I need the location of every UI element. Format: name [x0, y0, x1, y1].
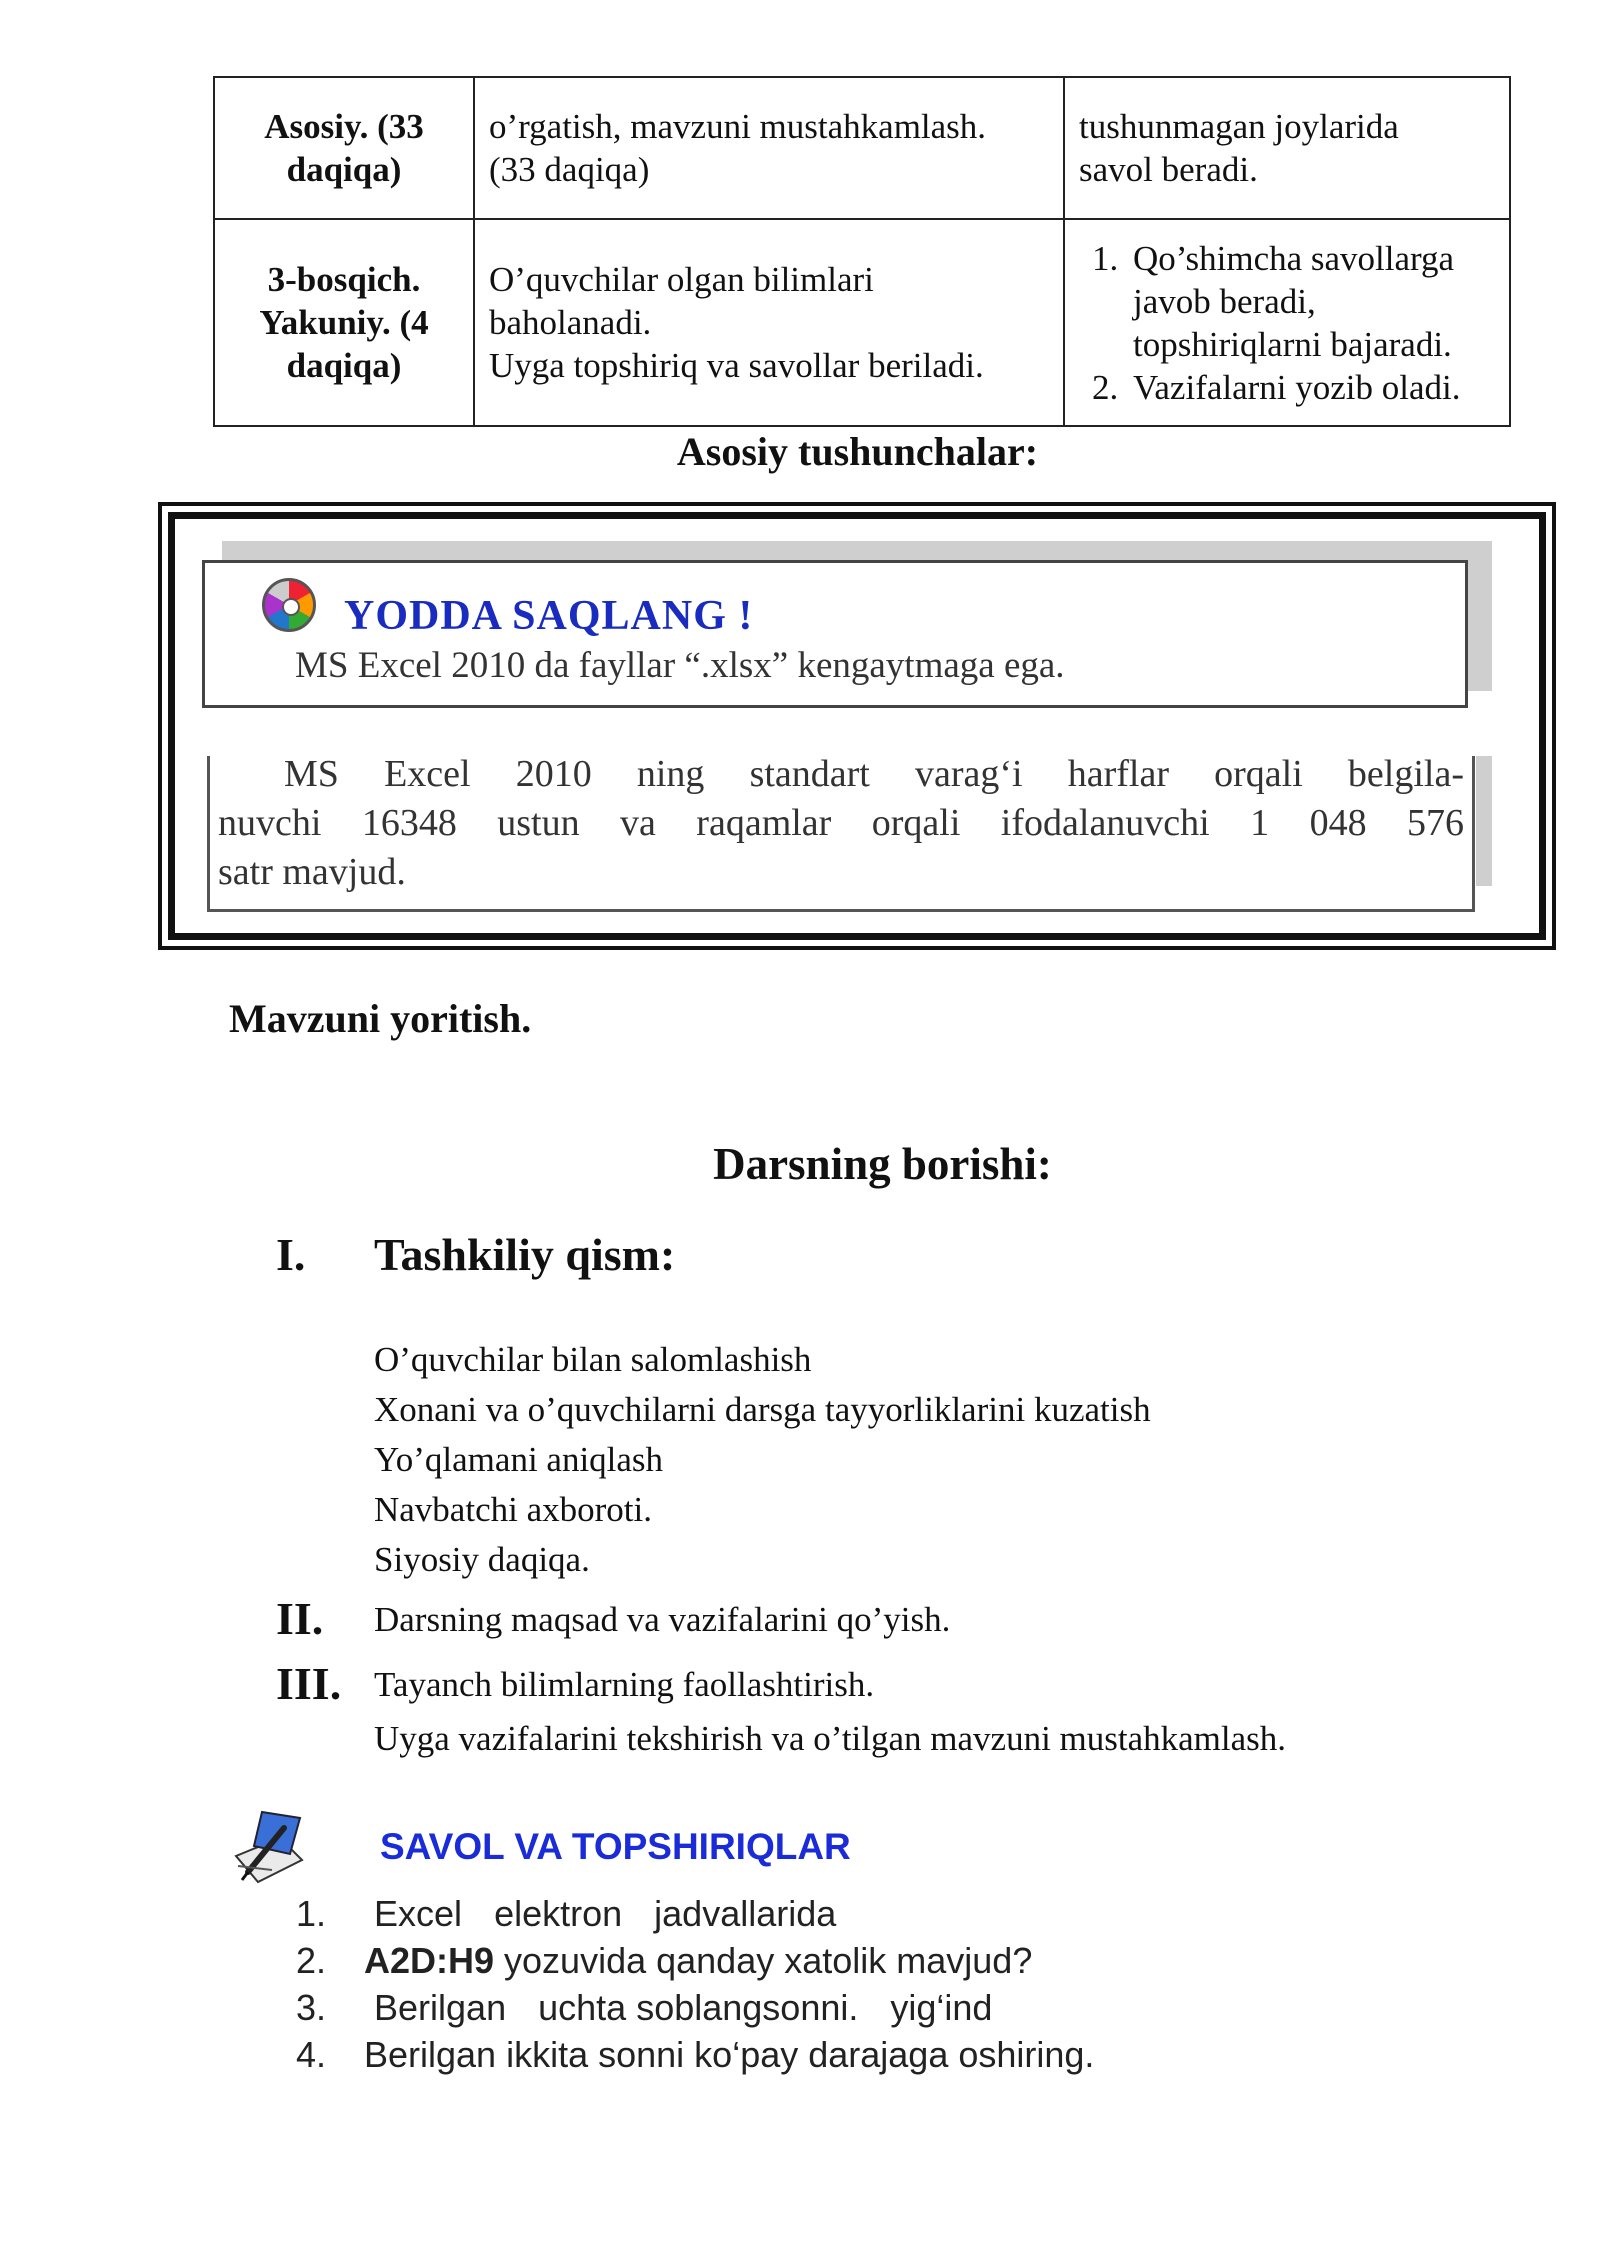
asosiy-heading: Asosiy tushunchalar: — [676, 429, 1039, 474]
section-1-item: Yo’qlamani aniqlash — [374, 1440, 664, 1479]
excel-line-text: MS Excel 2010 ning standart varag‘i harflar orqali belgila- — [284, 753, 1464, 795]
pen-paper-icon — [228, 1808, 308, 1888]
question-word: elektron — [494, 1893, 623, 1934]
question-word: jadvallarida — [654, 1893, 837, 1934]
question-word: Berilgan — [374, 1987, 507, 2028]
stage-cell — [214, 219, 474, 426]
question-word: yig‘ind — [890, 1987, 993, 2028]
list-item — [296, 1937, 1094, 1984]
section-3-numeral: III. — [276, 1658, 342, 1709]
excel-line-text: satr mavjud. — [218, 851, 406, 893]
student-line: 1. Qo’shimcha savollarga — [1133, 238, 1455, 278]
question-word: uchta soblangsonni. — [538, 1987, 859, 2028]
student-line: savol beradi. — [1079, 150, 1258, 189]
section-1-item: Xonani va o’quvchilarni darsga tayyorliklarini kuzatish — [374, 1390, 1151, 1429]
stage-line: Yakuniy. (4 — [259, 303, 429, 342]
list-item — [1127, 237, 1495, 366]
section-2-text: Darsning maqsad va vazifalarini qo’yish. — [374, 1600, 951, 1639]
stage-line: 3-bosqich. — [267, 260, 421, 299]
question-number: 3. — [296, 1987, 327, 2028]
list-item — [1127, 366, 1495, 409]
questions-title: SAVOL VA TOPSHIRIQLAR — [380, 1826, 851, 1867]
teacher-line: (33 daqiqa) — [489, 150, 650, 189]
section-3-text: Tayanch bilimlarning faollashtirish. — [374, 1665, 875, 1704]
teacher-line: O’quvchilar olgan bilimlari — [489, 260, 874, 299]
question-number: 2. — [296, 1940, 327, 1981]
excel-line-text: nuvchi 16348 ustun va raqamlar orqali ifodalanuvchi 1 048 576 — [218, 802, 1464, 844]
teacher-line: baholanadi. — [489, 303, 652, 342]
section-1-title: Tashkiliy qism: — [374, 1229, 676, 1280]
section-1-item: Navbatchi axboroti. — [374, 1490, 652, 1529]
lesson-plan-table — [213, 76, 1511, 427]
excel-line — [218, 750, 1464, 799]
teacher-cell — [474, 77, 1064, 219]
student-steps-list — [1079, 237, 1495, 409]
mavzuni-heading: Mavzuni yoritish. — [229, 996, 532, 1041]
section-1-item: Siyosiy daqiqa. — [374, 1540, 590, 1579]
excel-info-text — [218, 750, 1464, 897]
stage-cell — [214, 77, 474, 219]
section-3-subtext: Uyga vazifalarini tekshirish va o’tilgan mavzuni mustahkamlash. — [374, 1719, 1287, 1758]
questions-list — [296, 1890, 1094, 2078]
stage-line: Asosiy. (33 — [264, 107, 424, 146]
remember-title: YODDA SAQLANG ! — [344, 593, 754, 639]
darsning-heading: Darsning borishi: — [713, 1139, 1052, 1189]
table-row — [214, 77, 1510, 219]
excel-line — [218, 848, 1464, 897]
student-cell — [1064, 77, 1510, 219]
question-word: Excel — [374, 1893, 463, 1934]
question-text: Berilgan ikkita sonni ko‘pay darajaga oshiring. — [364, 2034, 1095, 2075]
teacher-line: Uyga topshiriq va savollar beriladi. — [489, 346, 984, 385]
section-2-numeral: II. — [276, 1593, 324, 1644]
table-row — [214, 219, 1510, 426]
list-item — [296, 1984, 1094, 2031]
list-item — [296, 1890, 1094, 1937]
remember-text: MS Excel 2010 da fayllar “.xlsx” kengaytmaga ega. — [295, 645, 1065, 686]
student-line: 2. Vazifalarni yozib oladi. — [1133, 367, 1461, 407]
teacher-cell — [474, 219, 1064, 426]
list-item — [296, 2031, 1094, 2078]
excel-line — [218, 799, 1464, 848]
excel-box-shadow — [1476, 756, 1492, 886]
student-line: tushunmagan joylarida — [1079, 107, 1399, 146]
stage-line: daqiqa) — [286, 150, 402, 189]
student-line: topshiriqlarni bajaradi. — [1133, 324, 1452, 364]
question-range: A2D:H9 — [364, 1940, 495, 1981]
question-text: yozuvida qanday xatolik mavjud? — [494, 1940, 1033, 1981]
cd-disc-icon — [262, 578, 316, 632]
section-1-numeral: I. — [276, 1229, 306, 1280]
student-cell — [1064, 219, 1510, 426]
section-1-item: O’quvchilar bilan salomlashish — [374, 1340, 812, 1379]
student-line: javob beradi, — [1133, 281, 1316, 321]
question-number: 1. — [296, 1893, 327, 1934]
teacher-line: o’rgatish, mavzuni mustahkamlash. — [489, 107, 987, 146]
stage-line: daqiqa) — [286, 346, 402, 385]
question-number: 4. — [296, 2034, 327, 2075]
